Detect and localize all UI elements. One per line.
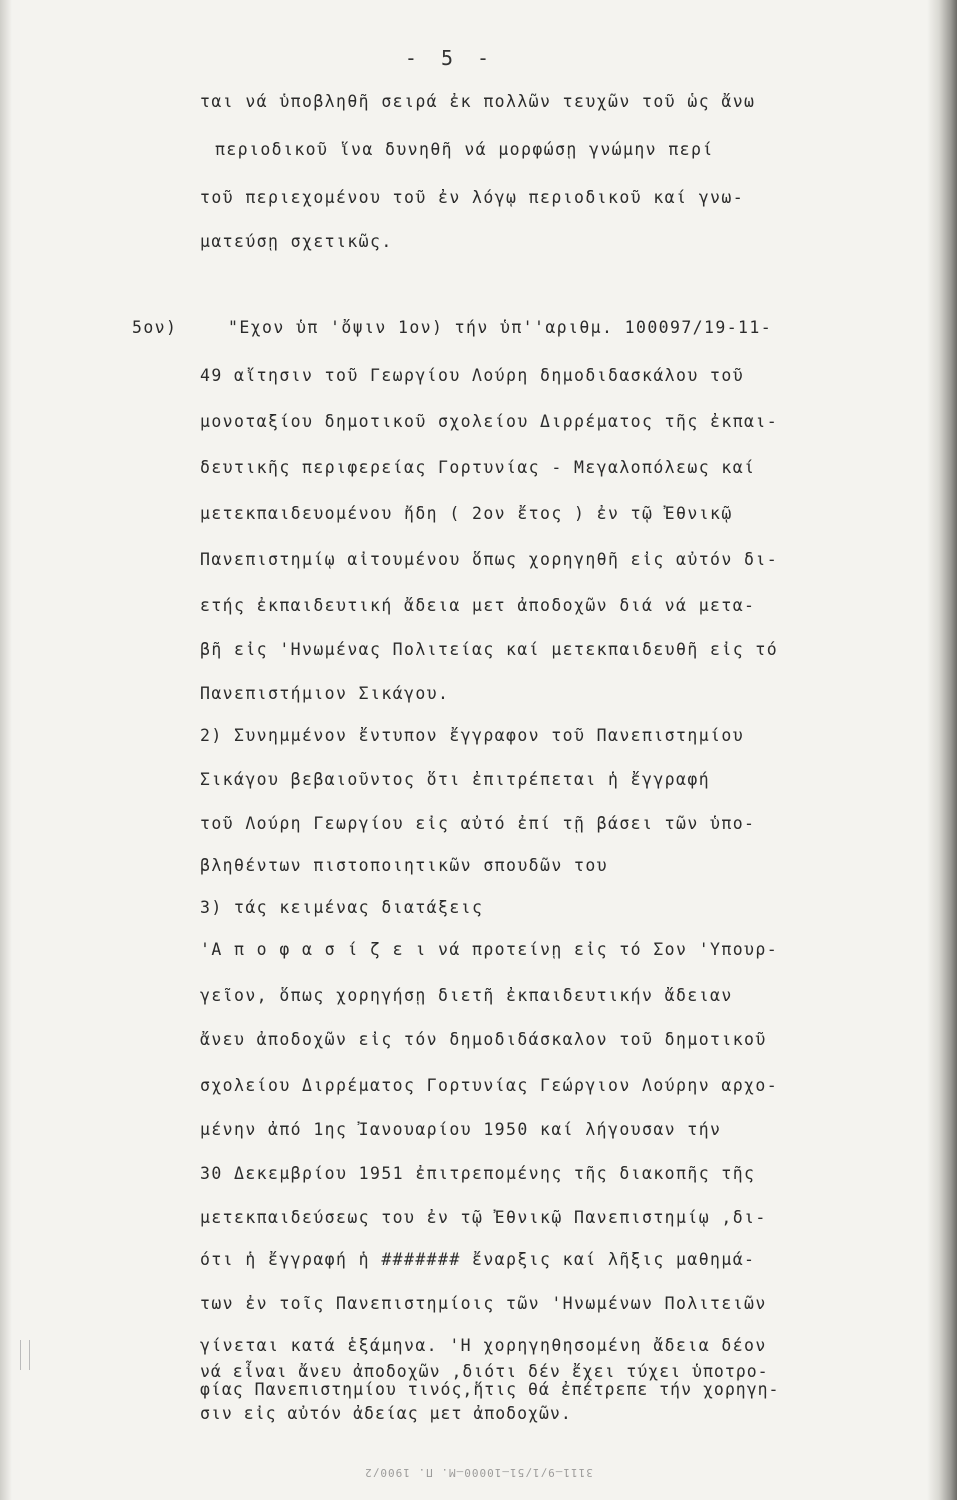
paragraph-label: 5ον) [132, 318, 178, 337]
text-line: περιοδικοῦ ἵνα δυνηθῆ νά μορφώσῃ γνώμην περί [215, 140, 714, 159]
text-line: 3) τάς κειμένας διατάξεις [200, 898, 484, 917]
scan-edge-left [0, 0, 12, 1500]
text-line: βῆ εἰς 'Ηνωμένας Πολιτείας καί μετεκπαιδευθῆ εἰς τό [200, 640, 779, 659]
text-line: ται νά ὑποβληθῆ σειρά ἐκ πολλῶν τευχῶν τοῦ ὡς ἄνω [200, 92, 756, 111]
text-line: γεῖον, ὅπως χορηγήσῃ διετῆ ἐκπαιδευτικήν ἄδειαν [200, 986, 733, 1005]
text-line: σιν εἰς αὐτόν ἀδείας μετ ἀποδοχῶν. [200, 1404, 572, 1423]
text-line: 2) Συνημμένον ἔντυπον ἔγγραφον τοῦ Πανεπιστημίου [200, 726, 745, 745]
text-line: των ἐν τοῖς Πανεπιστημίοις τῶν 'Ηνωμένων Πολιτειῶν [200, 1294, 767, 1313]
text-line: "Εχον ὑπ 'ὄψιν 1ον) τήν ὑπ''αριθμ. 100097/19-11- [228, 318, 773, 337]
printer-footer: 3111—9/1/51—10000—M. Π. 1900/2 [364, 1466, 593, 1479]
text-line: 30 Δεκεμβρίου 1951 ἐπιτρεπομένης τῆς διακοπῆς τῆς [200, 1164, 756, 1183]
margin-mark [20, 1340, 30, 1370]
text-line: σχολείου Διρρέματος Γορτυνίας Γεώργιον Λούρην αρχο- [200, 1076, 779, 1095]
scan-edge-right [927, 0, 957, 1500]
text-line: 'Α π ο φ α σ ί ζ ε ι νά προτείνῃ εἰς τό Σον 'Υπουρ- [200, 940, 779, 959]
text-line: ματεύσῃ σχετικῶς. [200, 232, 393, 251]
text-line: τοῦ περιεχομένου τοῦ ἐν λόγῳ περιοδικοῦ καί γνω- [200, 188, 745, 207]
text-line: τοῦ Λούρη Γεωργίου εἰς αὐτό ἐπί τῇ βάσει τῶν ὑπο- [200, 814, 756, 833]
text-line: Πανεπιστήμιον Σικάγου. [200, 684, 450, 703]
text-line: μετεκπαιδεύσεως του ἐν τῷ Ἐθνικῷ Πανεπιστημίῳ ,δι- [200, 1208, 767, 1227]
text-line: ετής ἐκπαιδευτική ἄδεια μετ ἀποδοχῶν διά νά μετα- [200, 596, 756, 615]
text-line: γίνεται κατά ἑξάμηνα. 'Η χορηγηθησομένη ἄδεια δέον [200, 1336, 767, 1355]
text-line: Πανεπιστημίῳ αἰτουμένου ὅπως χορηγηθῆ εἰς αὐτόν δι- [200, 550, 779, 569]
text-line: 49 αἴτησιν τοῦ Γεωργίου Λούρη δημοδιδασκάλου τοῦ [200, 366, 745, 385]
text-line: φίας Πανεπιστημίου τινός,ἥτις θά ἐπέτρεπε τήν χορηγη- [200, 1380, 780, 1399]
text-line: νά εἶναι ἄνευ ἀποδοχῶν ,διότι δέν ἔχει τύχει ὑποτρο- [200, 1362, 769, 1381]
text-line: ότι ἡ ἔγγραφή ἡ ####### ἔναρξις καί λῆξις μαθημά- [200, 1250, 756, 1269]
text-line: ἄνευ ἀποδοχῶν εἰς τόν δημοδιδάσκαλον τοῦ δημοτικοῦ [200, 1030, 767, 1049]
text-line: μένην ἀπό 1ης Ἰανουαρίου 1950 καί λήγουσαν τήν [200, 1120, 722, 1139]
page-number: - 5 - [404, 46, 496, 70]
text-line: μονοταξίου δημοτικοῦ σχολείου Διρρέματος τῆς ἐκπαι- [200, 412, 779, 431]
text-line: Σικάγου βεβαιοῦντος ὅτι ἐπιτρέπεται ἡ ἔγγραφή [200, 770, 711, 789]
text-line: δευτικῆς περιφερείας Γορτυνίας - Μεγαλοπόλεως καί [200, 458, 756, 477]
text-line: μετεκπαιδευομένου ἤδη ( 2ον ἔτος ) ἐν τῷ Ἐθνικῷ [200, 504, 733, 523]
text-line: βληθέντων πιστοποιητικῶν σπουδῶν του [200, 856, 609, 875]
